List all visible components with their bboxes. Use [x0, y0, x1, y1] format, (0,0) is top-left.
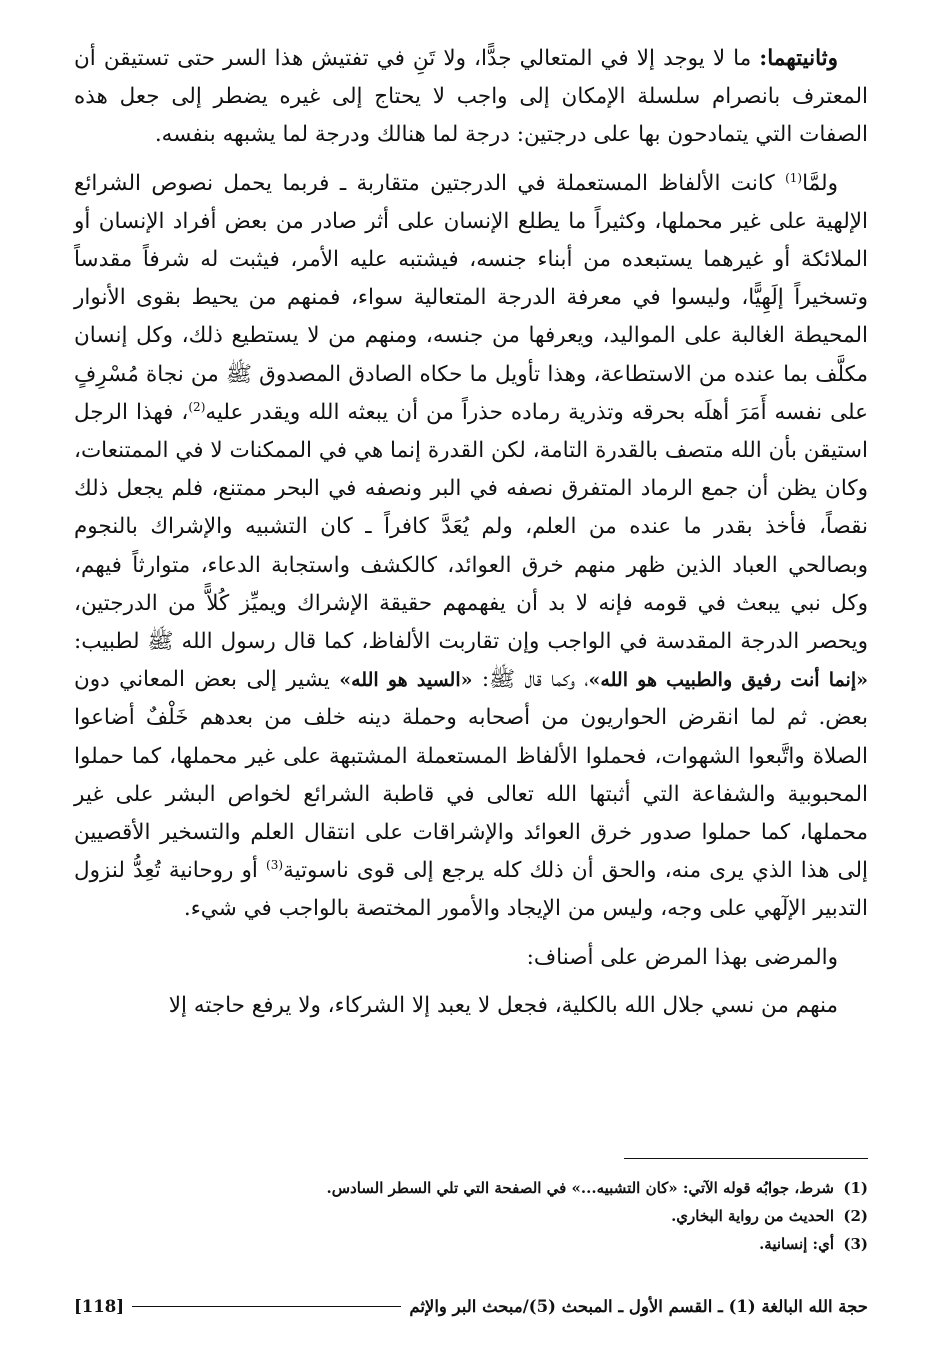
paragraph-2 [74, 165, 868, 929]
footnote-2 [74, 1202, 868, 1230]
hadith-quote: «السيد هو الله» [339, 669, 473, 692]
page-number: [118] [74, 1297, 125, 1316]
paragraph-3 [74, 939, 868, 977]
main-text [74, 40, 868, 1025]
paragraph-text: يشير إلى بعض المعاني دون بعض. ثم لما انقرض الحواريون من أصحابه وحملة دينه خلف من بعدهم خَلْفٌ أضاعوا الصلاة واتَّبعوا الشهوات، فحملوا الألفاظ المستعملة المشتبهة على غير محملها، كما حملوا المحبوبية والشفاعة التي أثبتها الله تعالى في قاطبة الشرائع لخواص البشر على غير محملها، كما حملوا صدور خرق العوائد والإشراقات على انتقال العلم والتسخير الأقصيين إلى هذا الذي يرى منه، والحق أن ذلك كله يرجع إلى قوى ناسوتية [74, 667, 868, 884]
paragraph-text: ولمَّا [802, 170, 838, 196]
paragraph-text: منهم من نسي جلال الله بالكلية، فجعل لا يعبد إلا الشركاء، ولا يرفع حاجته إلا [168, 992, 838, 1018]
paragraph-4 [74, 987, 868, 1025]
paragraph-text: أو روحانية تُعِدُّ لنزول التدبير الإلٓهي على وجه، وليس من الإيجاد والأمور المختصة بالواجب في شيء. [74, 858, 868, 922]
footnote-text: شرط، جوابُه قوله الآتي: «كان التشبيه...» في الصفحة التي تلي السطر السادس. [326, 1179, 834, 1197]
paragraph-text: كانت الألفاظ المستعملة في الدرجتين متقاربة ـ فربما يحمل نصوص الشرائع الإلهية على غير محملها، وكثيراً ما يطلع الإنسان على أثر صادر من بعض أفراد الإنسان أو الملائكة أو غيرهما يستبعده من أبناء جنسه، فيشتبه عليه الأمر، فيثبت له شرفاً مقدساً وتسخيراً إلَهِيًّا، وليسوا في معرفة الدرجة المتعالية سواء، فمنهم من يحيط بقوى الأنوار المحيطة الغالبة على المواليد، ويعرفها من جنسه، ومنهم من لا يستطيع ذلك، وكل إنسان مكلَّف بما عنده من الاستطاعة، وهذا تأويل ما حكاه الصادق المصدوق ﷺ من نجاة مُسْرِفٍ على نفسه أَمَرَ أهلَه بحرقه وتذرية رماده حذراً من أن يبعثه الله ويقدر عليه [74, 170, 868, 425]
hadith-quote: «إنما أنت رفيق والطبيب هو الله» [588, 669, 868, 692]
footnote-number: (1) [843, 1179, 868, 1197]
footnote-divider [624, 1158, 868, 1159]
footnote-1 [74, 1174, 868, 1202]
paragraph-text: والمرضى بهذا المرض على أصناف: [526, 944, 838, 970]
footnote-text: أي: إنسانية. [759, 1235, 834, 1253]
footnote-ref-3[interactable]: (3) [266, 858, 284, 873]
footnote-ref-2[interactable]: (2) [188, 399, 206, 414]
footer-rule [132, 1306, 401, 1307]
page-body [74, 40, 868, 1035]
footnote-number: (3) [843, 1235, 868, 1253]
footnote-number: (2) [843, 1207, 868, 1225]
footnotes [74, 1174, 868, 1258]
footnote-text: الحديث من رواية البخاري. [671, 1207, 834, 1225]
page-footer [74, 1297, 868, 1316]
paragraph-lead: وثانيتهما: [759, 46, 838, 71]
footnote-ref-1[interactable]: (1) [785, 170, 803, 185]
paragraph-text: ، فهذا الرجل استيقن بأن الله متصف بالقدرة التامة، لكن القدرة إنما هي في الممكنات لا في الممتنعات، وكان يظن أن جمع الرماد المتفرق نصفه في البر ونصفه في البحر ممتنع، فلم يجعل ذلك نقصاً، فأخذ بقدر ما عنده من العلم، ولم يُعَدَّ كافراً ـ كان التشبيه والإشراك بالنجوم وبصالحي العباد الذين ظهر منهم خرق العوائد، كالكشف واستجابة الدعاء، متوارثاً فيهم، وكل نبي يبعث في قومه فإنه لا بد أن يفهمهم حقيقة الإشراك ويميِّز كُلاًّ من الدرجتين، ويحصر الدرجة المقدسة في الواجب وإن تقاربت الألفاظ، كما قال رسول الله ﷺ لطبيب: [74, 399, 868, 655]
footnote-3 [74, 1230, 868, 1258]
paragraph-1 [74, 40, 868, 155]
running-footer-title: حجة الله البالغة (1) ـ القسم الأول ـ المبحث (5)/مبحث البر والإثم [409, 1297, 868, 1316]
paragraph-text: ، وكما قال ﷺ: [472, 667, 589, 693]
paragraph-text: ما لا يوجد إلا في المتعالي جدًّا، ولا تَنِ في تفتيش هذا السر حتى تستيقن أن المعترف بانصرام سلسلة الإمكان إلى واجب لا يحتاج إلى غيره يضطر إلى جعل هذه الصفات التي يتمادحون بها على درجتين: درجة لما هنالك ودرجة لما يشبهه بنفسه. [74, 46, 868, 148]
